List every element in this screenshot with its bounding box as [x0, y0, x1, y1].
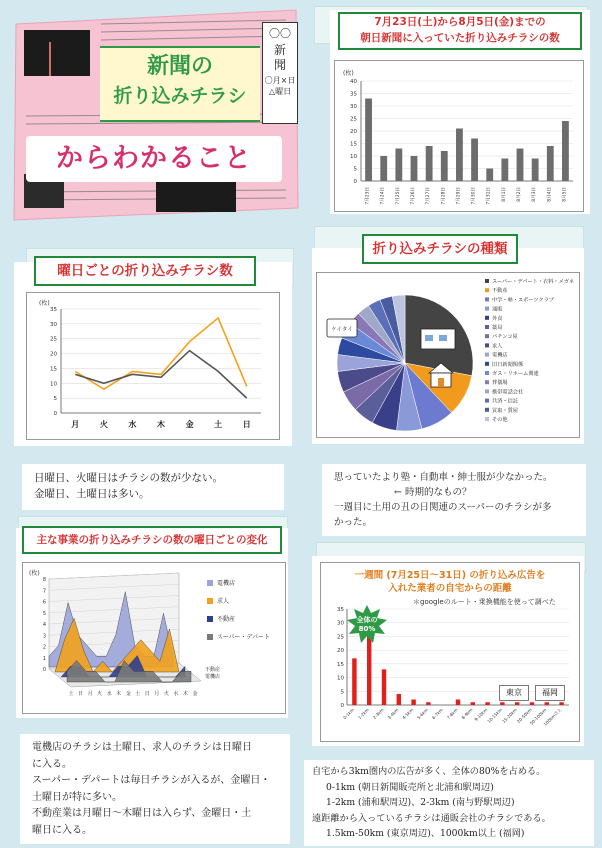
x-tick-label: 7月28日	[441, 187, 447, 205]
distance-chart-title-line-1: 一週間 (7月25日～31日) の折り込み広告を	[354, 570, 546, 581]
x-tick-label: 月	[154, 691, 160, 697]
weekday-chart-frame	[26, 292, 280, 440]
depth-axis-label: 電機店	[205, 674, 221, 680]
x-tick-label: 日	[78, 691, 84, 697]
weekday-note-line-2: 金曜日、土曜日は多い。	[34, 488, 150, 500]
x-tick-label: 水	[106, 691, 112, 697]
legend-swatch	[207, 634, 213, 640]
legend-label: スーパー・デパート・衣料・メガネ	[492, 279, 575, 285]
x-tick-label: 金	[192, 691, 198, 697]
area-chart-title: 主な事業の折り込みチラシの数の曜日ごとの変化	[22, 526, 282, 554]
distance-chart-panel	[312, 556, 584, 746]
bar	[485, 702, 489, 705]
bar	[547, 146, 554, 181]
x-tick-label: 月	[71, 420, 80, 429]
category-note-line-1: 思っていたより塾・自動車・紳士服が少なかった。	[334, 472, 553, 483]
legend-swatch	[207, 580, 213, 586]
legend-label: 不動産	[492, 288, 508, 295]
x-tick-label: 8-9km	[460, 707, 474, 721]
weekday-chart-title: 曜日ごとの折り込みチラシ数	[34, 256, 256, 286]
legend-label: 買取・質屋	[492, 407, 518, 414]
legend-swatch	[485, 325, 489, 329]
x-tick-label: 木	[157, 420, 165, 429]
distance-chart-title	[331, 569, 569, 595]
x-tick-label: 火	[99, 420, 108, 429]
y-unit-label: (枚)	[39, 300, 50, 307]
bar	[562, 121, 569, 181]
x-tick-label: 8月4日	[547, 187, 553, 202]
x-tick-label: 5-6km	[416, 707, 430, 721]
y-tick-label: 8	[42, 577, 46, 583]
bar	[426, 146, 433, 181]
x-tick-label: 7月25日	[395, 187, 401, 205]
bar	[517, 149, 524, 182]
legend-swatch	[485, 371, 489, 375]
pie-chart	[317, 273, 579, 437]
y-tick-label: 35	[350, 91, 357, 98]
x-tick-label: 土	[68, 691, 74, 697]
distance-note-line-5: 1.5km-50km (東京周辺)、1000km以上 (福岡)	[326, 828, 525, 839]
y-tick-label: 5	[340, 689, 344, 696]
fukuoka-label: 福岡	[535, 685, 565, 701]
x-tick-label: 4-5km	[401, 707, 415, 721]
legend-label: 電機店	[492, 352, 508, 359]
bar	[530, 702, 534, 705]
pie-chart-panel	[312, 241, 584, 444]
y-tick-label: 10	[337, 675, 344, 682]
x-tick-label: 8月2日	[517, 187, 522, 202]
legend-swatch	[485, 307, 489, 311]
x-tick-label: 7月23日	[365, 187, 371, 205]
bar	[471, 702, 475, 705]
legend-label: 通販	[492, 306, 503, 313]
distance-chart-frame	[320, 562, 580, 742]
x-tick-label: 木	[182, 691, 188, 697]
stamp-line-1: 〇〇	[269, 27, 291, 40]
x-tick-label: 8月1日	[501, 187, 507, 202]
legend-swatch	[485, 380, 489, 384]
x-tick-label: 水	[128, 420, 137, 429]
legend-label: 外食	[492, 315, 503, 322]
legend-swatch	[485, 362, 489, 366]
y-tick-label: 40	[350, 79, 357, 85]
category-note	[322, 464, 586, 536]
pie-chart-frame	[316, 272, 580, 438]
legend-label: 不動産	[217, 616, 236, 623]
area-chart-frame	[22, 562, 286, 714]
stamp-line-4: △曜日	[268, 87, 292, 96]
x-tick-label: 水	[173, 691, 179, 697]
legend-swatch	[485, 297, 489, 301]
y-tick-label: 35	[337, 607, 344, 613]
area-chart	[23, 563, 285, 713]
bar	[426, 702, 430, 705]
x-tick-label: 日	[144, 691, 150, 697]
x-tick-label: 土	[214, 420, 223, 429]
bar	[532, 159, 539, 182]
business-note-line-3: スーパー・デパートは毎日チラシが入るが、金曜日・	[32, 775, 271, 786]
title-banner-top	[100, 46, 260, 122]
bar	[456, 700, 460, 705]
y-tick-label: 25	[350, 116, 357, 123]
x-tick-label: 7月30日	[471, 187, 477, 205]
y-tick-label: 15	[337, 661, 344, 668]
title-line-1: 新聞の	[146, 54, 213, 79]
y-tick-label: 1	[42, 655, 46, 662]
legend-label: 求人	[492, 343, 503, 350]
bar	[559, 702, 563, 705]
y-tick-label: 20	[337, 648, 344, 655]
legend-swatch	[207, 598, 213, 604]
title-line-3: からわかること	[56, 143, 252, 174]
x-tick-label: 100km以上	[542, 707, 563, 727]
bar	[380, 156, 387, 181]
area-chart-panel	[16, 528, 288, 718]
legend-label: パチンコ屋	[492, 334, 518, 341]
weekday-chart-panel	[14, 262, 292, 446]
y-tick-label: 20	[350, 129, 357, 135]
x-tick-label: 7-8km	[445, 707, 459, 721]
y-tick-label: 0	[340, 703, 344, 709]
y-tick-label: 30	[337, 620, 344, 627]
bar	[395, 149, 402, 182]
x-tick-label: 8月5日	[562, 187, 568, 202]
y-tick-label: 0	[353, 179, 357, 185]
bar	[411, 700, 415, 705]
weekday-line-chart	[27, 293, 279, 439]
category-note-line-4: かった。	[334, 517, 373, 528]
title-line-2: 折り込みチラシ	[113, 85, 247, 107]
x-tick-label: 1-2km	[356, 707, 370, 721]
y-tick-label: 10	[350, 154, 357, 160]
y-tick-label: 10	[50, 381, 57, 388]
date-stamp	[262, 22, 298, 124]
x-tick-label: 7月27日	[426, 187, 432, 205]
y-tick-label: 35	[50, 307, 57, 313]
y-tick-label: 25	[50, 336, 57, 343]
x-tick-label: 6-7km	[430, 707, 444, 721]
tokyo-label: 東京	[499, 685, 529, 701]
y-tick-label: 4	[42, 622, 46, 628]
business-note	[20, 734, 290, 844]
top-chart-title	[338, 12, 582, 50]
business-note-line-1: 電機店のチラシは土曜日、求人のチラシは日曜日	[32, 742, 252, 753]
title-banner-main	[26, 136, 282, 182]
legend-label: その他	[492, 417, 508, 423]
bar	[501, 159, 508, 182]
y-unit-label: (枚)	[343, 70, 354, 77]
legend-label: 共済・信託	[492, 398, 518, 405]
legend-label: ガス・リホーム関連	[492, 371, 539, 377]
stamp-line-3: 〇月×日	[264, 76, 296, 85]
bar	[365, 99, 372, 182]
distance-note-line-1: 自宅から3km圏内の広告が多く、全体の80%を占める。	[312, 766, 546, 777]
x-tick-label: 金	[125, 691, 131, 697]
x-tick-label: 3-4km	[386, 707, 400, 721]
legend-swatch	[485, 389, 489, 393]
business-note-line-5: 不動産業は月曜日～木曜日は入らず、金曜日・土	[32, 808, 252, 819]
y-tick-label: 30	[50, 321, 57, 328]
y-tick-label: 20	[50, 351, 57, 358]
y-tick-label: 30	[350, 104, 357, 110]
legend-swatch	[485, 334, 489, 338]
y-tick-label: 6	[42, 599, 46, 606]
x-tick-label: 50-100km	[528, 707, 548, 726]
weekday-note	[22, 464, 284, 510]
badge-line-2: 80%	[358, 625, 376, 633]
depth-axis-label: 不動産	[205, 667, 221, 673]
bar	[456, 129, 463, 182]
legend-label: 葬儀場	[492, 380, 508, 387]
legend-swatch	[485, 399, 489, 403]
bar	[545, 702, 549, 705]
bar	[411, 156, 418, 181]
legend-swatch	[485, 408, 489, 412]
y-tick-label: 25	[337, 634, 344, 641]
store-icon-window	[425, 335, 433, 341]
bar	[486, 169, 493, 182]
x-tick-label: 7月29日	[456, 187, 462, 205]
weekday-note-line-1: 日曜日、火曜日はチラシの数が少ない。	[34, 472, 223, 484]
x-tick-label: 木	[116, 691, 122, 697]
distance-note-line-3: 1-2km (浦和駅周辺)、2-3km (南与野駅周辺)	[326, 797, 515, 808]
y-tick-label: 2	[42, 644, 46, 651]
x-tick-label: 20-50km	[515, 707, 533, 724]
x-tick-label: 火	[97, 691, 103, 697]
legend-label: 中学・塾・スポーツクラブ	[492, 297, 554, 304]
eighty-percent-badge	[347, 605, 387, 645]
legend-swatch	[485, 279, 489, 283]
business-note-line-6: 曜日に入る。	[32, 824, 92, 836]
legend-label: 携帯電話会社	[492, 389, 524, 396]
legend-swatch	[207, 616, 213, 622]
y-tick-label: 0	[53, 411, 57, 417]
bar	[352, 658, 356, 705]
x-tick-label: 火	[163, 691, 169, 697]
top-chart-frame	[334, 60, 584, 212]
y-unit-label: (枚)	[29, 570, 40, 577]
bar	[515, 702, 519, 705]
distance-note	[304, 760, 594, 846]
legend-swatch	[485, 316, 489, 320]
x-tick-label: 7月24日	[380, 187, 386, 205]
x-tick-label: 0-1km	[342, 707, 356, 721]
x-tick-label: 金	[185, 420, 194, 429]
x-tick-label: 7月26日	[411, 187, 416, 205]
x-tick-label: 月	[87, 691, 93, 697]
y-tick-label: 15	[350, 141, 357, 148]
x-tick-label: 9-10km	[473, 707, 489, 723]
legend-swatch	[485, 417, 489, 421]
y-tick-label: 7	[42, 588, 46, 595]
distance-chart-title-line-2: 入れた業者の自宅からの距離	[388, 583, 512, 594]
top-bar-chart	[335, 61, 583, 211]
y-tick-label: 15	[50, 366, 57, 373]
stamp-line-2: 新聞	[273, 43, 286, 72]
distance-note-line-4: 遠距離から入っているチラシは通販会社のチラシである。	[312, 812, 551, 824]
x-tick-label: 15-20km	[501, 707, 518, 724]
category-note-line-2: ← 時期的なもの？	[394, 487, 472, 498]
legend-swatch	[485, 343, 489, 347]
bar	[397, 694, 401, 705]
business-note-line-2: に入る。	[32, 758, 72, 770]
top-chart-title-line-2: 朝日新聞に入っていた折り込みチラシの数	[360, 32, 560, 44]
legend-label: 薬局	[492, 325, 503, 331]
legend-label: 旧日新聞関係	[492, 361, 524, 368]
x-tick-label: 10-15km	[486, 707, 504, 724]
store-icon-window	[439, 335, 447, 341]
legend-label: スーパー・デパート	[217, 634, 271, 641]
bar	[500, 702, 504, 705]
distance-note-line-2: 0-1km (朝日新聞販売所と北浦和駅周辺)	[326, 781, 494, 793]
x-tick-label: 2-3km	[371, 707, 385, 721]
bar	[382, 669, 386, 705]
badge-line-1: 全体の	[356, 616, 378, 624]
category-note-line-3: 一週目に土用の丑の日関連のスーパーのチラシが多	[334, 502, 552, 513]
top-chart-title-line-1: 7月23日(土)から8月5日(金)までの	[374, 16, 546, 28]
mobile-phone-icon-label: ケイタイ	[331, 327, 353, 333]
x-tick-label: 7月31日	[486, 187, 492, 205]
x-tick-label: 日	[242, 420, 251, 429]
business-note-line-4: 土曜日が特に多い。	[32, 791, 122, 803]
bar	[471, 139, 478, 182]
x-tick-label: 土	[135, 691, 141, 697]
legend-swatch	[485, 353, 489, 357]
bar	[441, 151, 448, 181]
y-tick-label: 3	[42, 633, 46, 640]
legend-label: 求人	[217, 598, 230, 605]
house-icon-door	[438, 378, 444, 387]
y-tick-label: 5	[42, 610, 46, 617]
distance-chart-subnote: ＊googleのルート・乗換機能を使って調べた	[413, 598, 556, 606]
x-tick-label: 8月3日	[532, 187, 538, 202]
y-tick-label: 5	[353, 166, 357, 173]
y-tick-label: 0	[42, 667, 46, 673]
legend-swatch	[485, 288, 489, 292]
top-chart-panel	[330, 10, 590, 214]
pie-chart-title: 折り込みチラシの種類	[362, 234, 518, 264]
legend-label: 電機店	[217, 580, 236, 587]
y-tick-label: 5	[53, 396, 57, 403]
